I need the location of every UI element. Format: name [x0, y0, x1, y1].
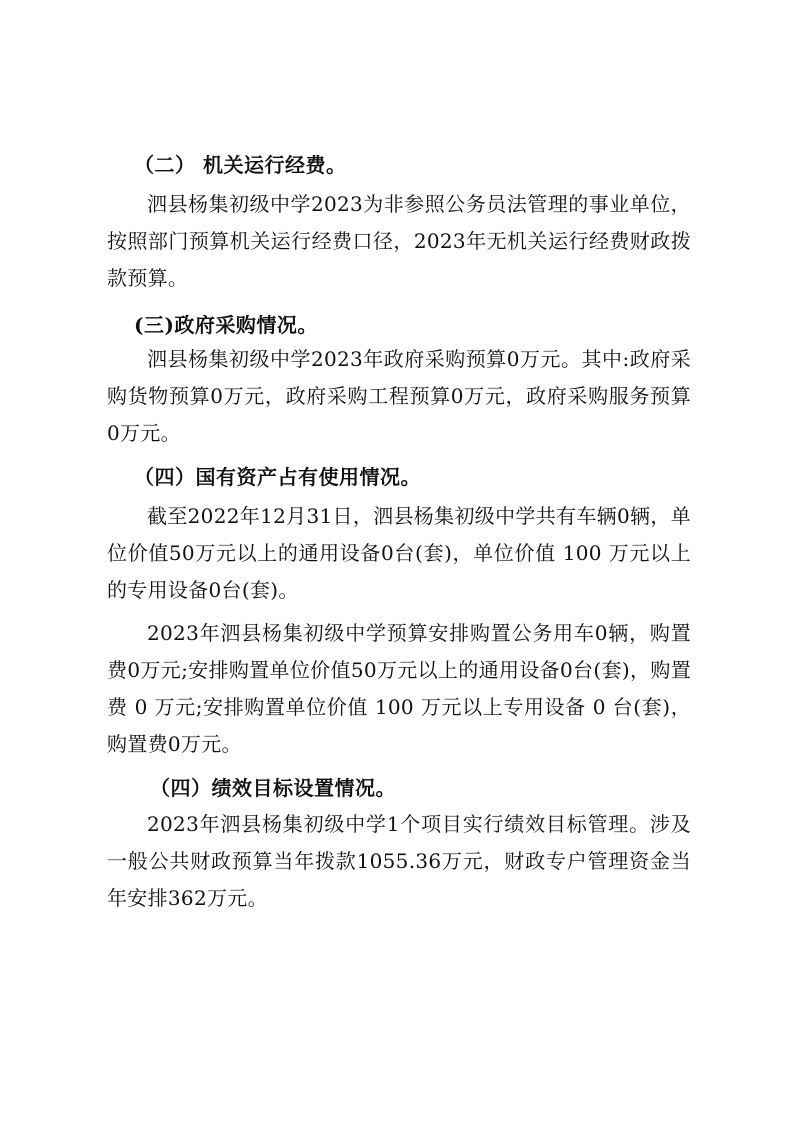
section-body-operating-expenses: 泗县杨集初级中学2023为非参照公务员法管理的事业单位，按照部门预算机关运行经费口径，2023年无机关运行经费财政拨款预算。 [107, 192, 691, 290]
section-body-state-assets: 截至2022年12月31日，泗县杨集初级中学共有车辆0辆，单位价值50万元以上的通用设备0台(套)，单位价值 100 万元以上的专用设备0台(套)。 [107, 504, 691, 602]
section-heading-state-assets: （四）国有资产占有使用情况。 [134, 465, 421, 489]
section-body-performance-targets: 2023年泗县杨集初级中学1个项目实行绩效目标管理。涉及一般公共财政预算当年拨款1055.36万元，财政专户管理资金当年安排362万元。 [107, 812, 691, 910]
section-heading-operating-expenses: （二） 机关运行经费。 [134, 153, 347, 177]
section-body-state-assets-purchase: 2023年泗县杨集初级中学预算安排购置公务用车0辆，购置费0万元;安排购置单位价值50万元以上的通用设备0台(套)，购置费 0 万元;安排购置单位价值 100 万元以上专用设备 0 台(套)，购置费0万元。 [107, 621, 691, 756]
section-heading-government-procurement: (三)政府采购情况。 [134, 313, 318, 337]
section-heading-performance-targets: （四）绩效目标设置情况。 [150, 776, 396, 800]
section-body-government-procurement: 泗县杨集初级中学2023年政府采购预算0万元。其中:政府采购货物预算0万元，政府采购工程预算0万元，政府采购服务预算0万元。 [107, 347, 691, 445]
